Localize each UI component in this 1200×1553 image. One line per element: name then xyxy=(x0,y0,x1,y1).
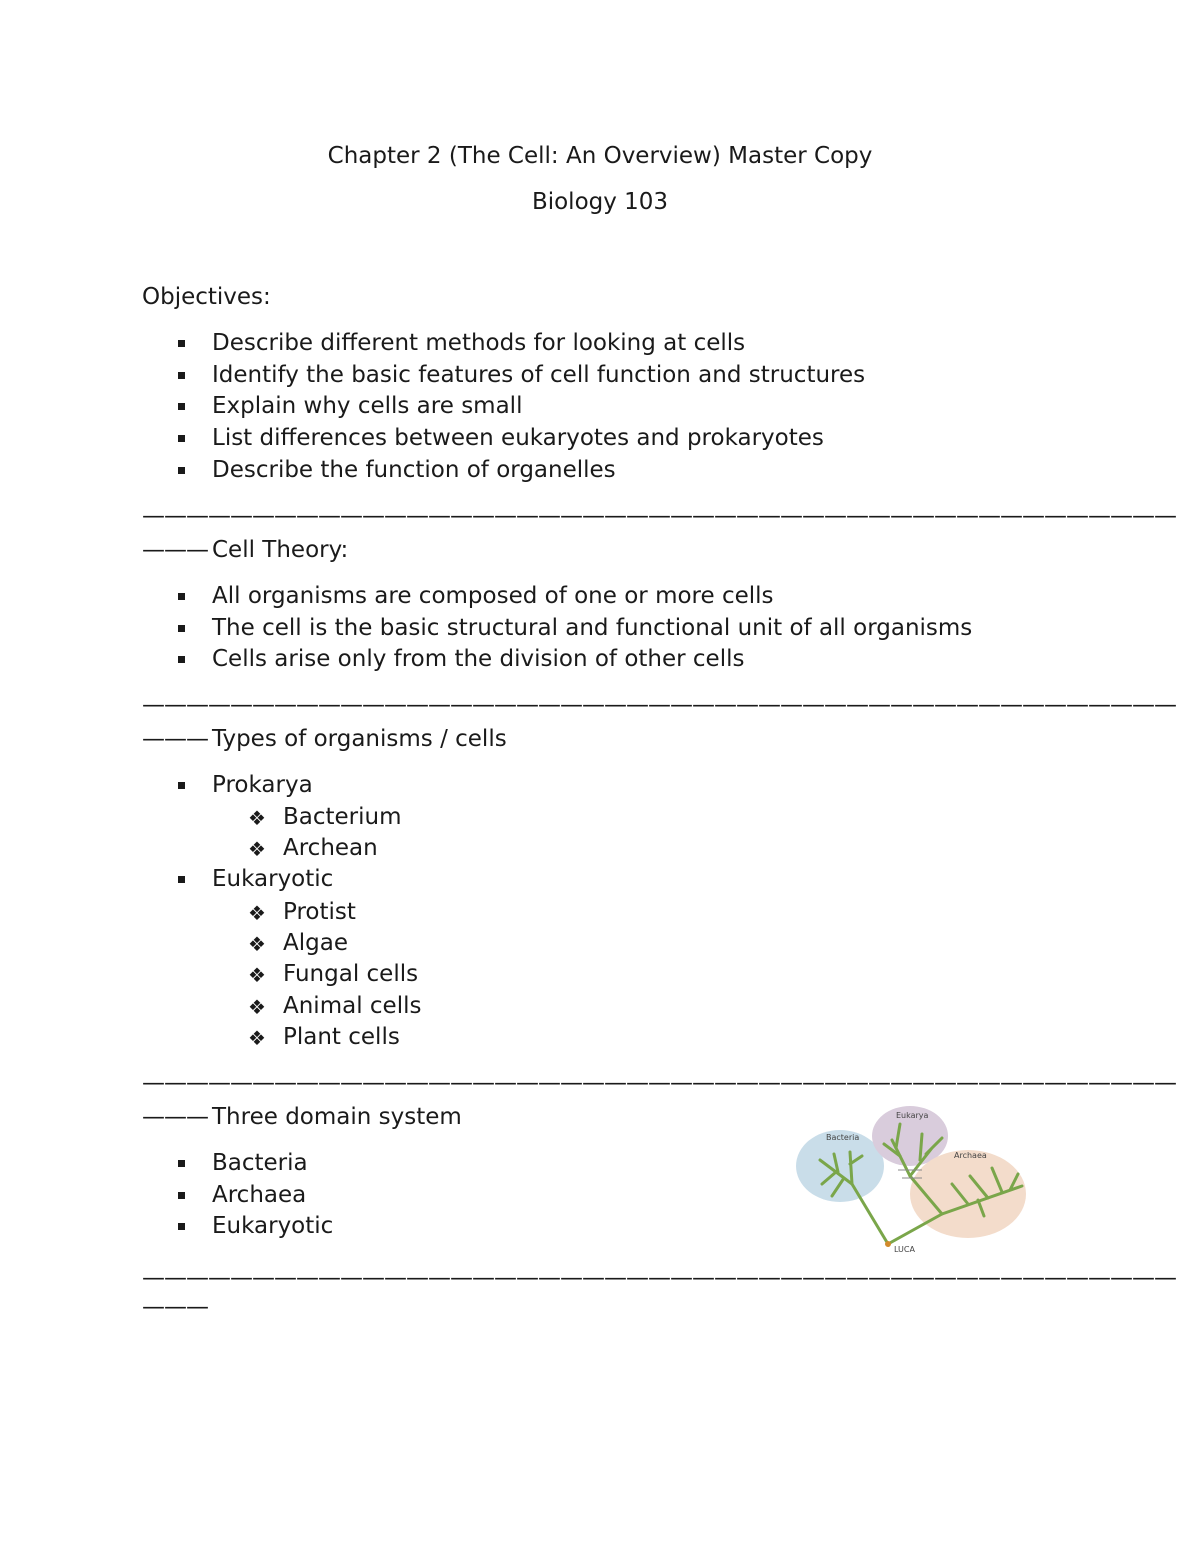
bullet-icon xyxy=(178,340,185,347)
separator-prefix: ——— xyxy=(142,1104,208,1130)
prokarya-item: Bacterium xyxy=(283,804,402,830)
prokarya-label: Prokarya xyxy=(212,772,313,798)
diamond-bullet-icon: ❖ xyxy=(248,995,266,1019)
eukaryotic-item: Algae xyxy=(283,930,348,956)
diamond-bullet-icon: ❖ xyxy=(248,806,266,830)
eukaryotic-item: Animal cells xyxy=(283,993,422,1019)
eukaryotic-item: Plant cells xyxy=(283,1024,400,1050)
separator-line: ——————————————————————————————————————————————— xyxy=(142,1265,1176,1291)
objective-item: Identify the basic features of cell function and structures xyxy=(212,362,866,388)
separator-line: ——————————————————————————————————————————————— xyxy=(142,1070,1176,1096)
bullet-icon xyxy=(178,1192,185,1199)
bullet-icon xyxy=(178,467,185,474)
eukaryotic-label: Eukaryotic xyxy=(212,866,334,892)
objective-item: List differences between eukaryotes and prokaryotes xyxy=(212,425,824,451)
bullet-icon xyxy=(178,782,185,789)
separator-line: ——————————————————————————————————————————————— xyxy=(142,692,1176,718)
diamond-bullet-icon: ❖ xyxy=(248,837,266,861)
prokarya-item: Archean xyxy=(283,835,378,861)
bullet-icon xyxy=(178,403,185,410)
tree-of-life-figure xyxy=(792,1104,1032,1264)
tree-trunk xyxy=(852,1184,888,1244)
cell-theory-item: The cell is the basic structural and functional unit of all organisms xyxy=(212,615,973,641)
bullet-icon xyxy=(178,656,185,663)
luca-root-marker xyxy=(885,1241,891,1247)
bullet-icon xyxy=(178,435,185,442)
three-domain-heading: Three domain system xyxy=(212,1104,462,1130)
bullet-icon xyxy=(178,1160,185,1167)
cell-theory-heading: Cell Theory: xyxy=(212,537,349,563)
document-title: Chapter 2 (The Cell: An Overview) Master Copy xyxy=(327,143,873,169)
domain-item: Bacteria xyxy=(212,1150,308,1176)
cell-theory-item: All organisms are composed of one or more cells xyxy=(212,583,774,609)
diamond-bullet-icon: ❖ xyxy=(248,963,266,987)
course-name: Biology 103 xyxy=(531,189,669,215)
eukaryotic-item: Protist xyxy=(283,899,356,925)
separator-prefix: ——— xyxy=(142,537,208,563)
bullet-icon xyxy=(178,372,185,379)
domain-item: Eukaryotic xyxy=(212,1213,334,1239)
archaea-label: Archaea xyxy=(954,1151,987,1160)
luca-label: LUCA xyxy=(894,1245,915,1254)
separator-tail: ——— xyxy=(142,1294,208,1320)
bullet-icon xyxy=(178,1223,185,1230)
separator-line: ——————————————————————————————————————————————— xyxy=(142,503,1176,529)
bullet-icon xyxy=(178,593,185,600)
diamond-bullet-icon: ❖ xyxy=(248,932,266,956)
diamond-bullet-icon: ❖ xyxy=(248,901,266,925)
objectives-heading: Objectives: xyxy=(142,284,271,310)
bullet-icon xyxy=(178,876,185,883)
types-heading: Types of organisms / cells xyxy=(212,726,507,752)
diamond-bullet-icon: ❖ xyxy=(248,1026,266,1050)
objective-item: Explain why cells are small xyxy=(212,393,523,419)
bullet-icon xyxy=(178,625,185,632)
archaea-domain-region xyxy=(910,1150,1026,1238)
bacteria-label: Bacteria xyxy=(826,1133,860,1142)
objective-item: Describe the function of organelles xyxy=(212,457,616,483)
eukaryotic-item: Fungal cells xyxy=(283,961,419,987)
objective-item: Describe different methods for looking at cells xyxy=(212,330,746,356)
cell-theory-item: Cells arise only from the division of other cells xyxy=(212,646,745,672)
domain-item: Archaea xyxy=(212,1182,307,1208)
eukarya-label: Eukarya xyxy=(896,1111,929,1120)
separator-prefix: ——— xyxy=(142,726,208,752)
